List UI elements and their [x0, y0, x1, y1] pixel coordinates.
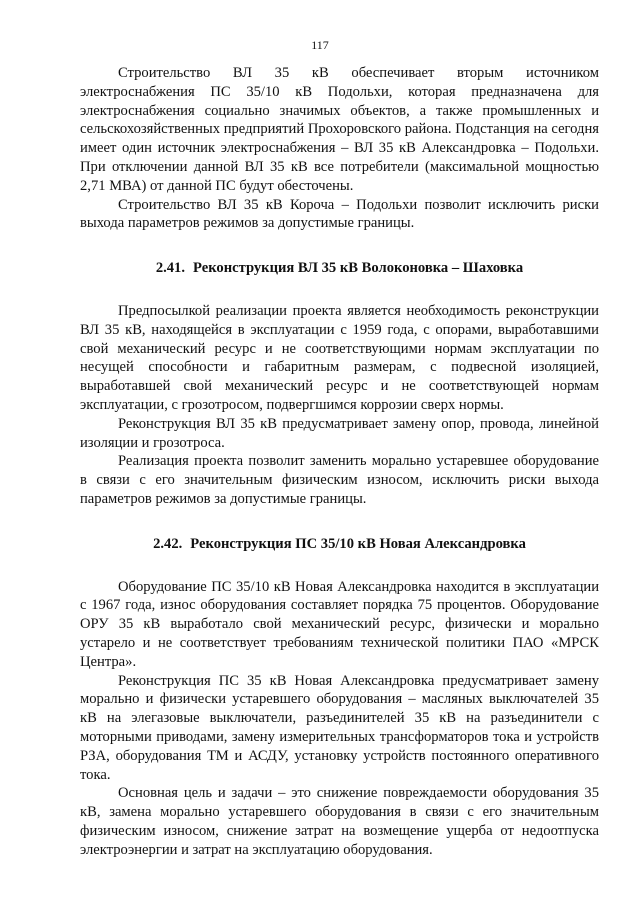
- section-heading-2-42: [80, 535, 599, 554]
- paragraph: Строительство ВЛ 35 кВ Короча – Подольхи позволит исключить риски выхода параметров режимов за допустимые границы.: [80, 196, 599, 232]
- document-body: [80, 64, 599, 859]
- paragraph: Реализация проекта позволит заменить морально устаревшее оборудование в связи с его значительным физическим износом, исключить риски выхода параметров режимов за допустимые границы.: [80, 453, 599, 507]
- paragraph: Основная цель и задачи – это снижение повреждаемости оборудования 35 кВ, замена морально устаревшего оборудования в связи с его значительным физическим износом, снижение затрат на возмещение ущерба от недоотпуска электроэнергии и затрат на эксплуатацию оборудования.: [80, 785, 599, 858]
- section-heading-2-41: [80, 259, 599, 278]
- section-number: 2.41.: [155, 260, 185, 277]
- paragraph: Предпосылкой реализации проекта является необходимость реконструкции ВЛ 35 кВ, находящейся в эксплуатации с 1959 года, с опорами, выработавшими свой механический ресурс и не соответствующими нормам эксплуатации по несущей способности и габаритным размерам, с подвесной изоляцией, выработавшей свой механический ресурс и не соответствующей нормам эксплуатации, с грозотросом, подвергшимся коррозии сверх нормы.: [80, 302, 599, 413]
- paragraph: Реконструкция ПС 35 кВ Новая Александровка предусматривает замену морально и физически устаревшего оборудования – масляных выключателей 35 кВ на элегазовые выключатели, разъединителей 35 кВ на разъединители с моторными приводами, замену измерительных трансформаторов тока и устройств РЗА, оборудования ТМ и АСДУ, установку устройств постоянного оперативного тока.: [80, 672, 599, 783]
- page-number: 117: [311, 38, 329, 52]
- section-title: Реконструкция ВЛ 35 кВ Волоконовка – Шаховка: [193, 260, 524, 277]
- paragraph: Строительство ВЛ 35 кВ обеспечивает вторым источником электроснабжения ПС 35/10 кВ Подольхи, которая предназначена для электроснабжения социально значимых объектов, а также промышленных и сельскохозяйственных предприятий Прохоровского района. Подстанция на сегодня имеет один источник электроснабжения – ВЛ 35 кВ Александровка – Подольхи. При отключении данной ВЛ 35 кВ все потребители (максимальной мощностью 2,71 МВА) от данной ПС будут обесточены.: [80, 65, 599, 194]
- section-number: 2.42.: [153, 535, 183, 552]
- section-title: Реконструкция ПС 35/10 кВ Новая Александровка: [190, 535, 526, 552]
- paragraph: Реконструкция ВЛ 35 кВ предусматривает замену опор, провода, линейной изоляции и грозотроса.: [80, 415, 599, 451]
- paragraph: Оборудование ПС 35/10 кВ Новая Александровка находится в эксплуатации с 1967 года, износ оборудования составляет порядка 75 процентов. Оборудование ОРУ 35 кВ выработало свой механический ресурс, физически и морально устарело и не соответствует требованиям технической политики ПАО «МРСК Центра».: [80, 578, 599, 670]
